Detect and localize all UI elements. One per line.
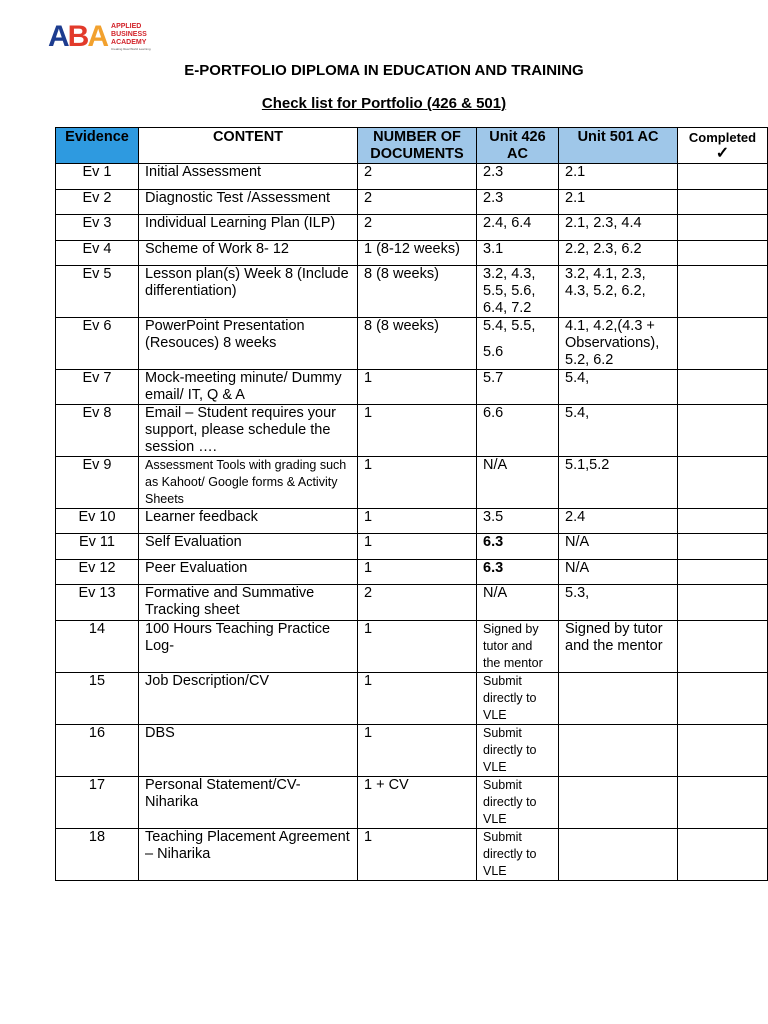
- cell-number-of-documents: 1: [358, 457, 477, 509]
- cell-number-of-documents: 1 (8-12 weeks): [358, 241, 477, 266]
- cell-completed: [678, 725, 768, 777]
- cell-content: Email – Student requires your support, please schedule the session ….: [139, 405, 358, 457]
- cell-content: Peer Evaluation: [139, 560, 358, 585]
- cell-completed: [678, 457, 768, 509]
- logo-wordmark: [111, 23, 150, 51]
- logo-tagline: Creating Real World Learning: [111, 47, 151, 51]
- cell-content: Individual Learning Plan (ILP): [139, 215, 358, 241]
- cell-evidence: Ev 13: [56, 585, 139, 621]
- cell-unit-501: 3.2, 4.1, 2.3, 4.3, 5.2, 6.2,: [559, 266, 678, 318]
- cell-completed: [678, 164, 768, 190]
- cell-evidence: Ev 4: [56, 241, 139, 266]
- cell-unit-426: 6.6: [477, 405, 559, 457]
- cell-number-of-documents: 2: [358, 215, 477, 241]
- document-subtitle: Check list for Portfolio (426 & 501): [261, 95, 507, 112]
- cell-unit-426: Submit directly to VLE: [477, 777, 559, 829]
- cell-evidence: Ev 8: [56, 405, 139, 457]
- cell-unit-501: 2.1, 2.3, 4.4: [559, 215, 678, 241]
- cell-unit-426: Submit directly to VLE: [477, 829, 559, 881]
- cell-unit-426: 6.3: [477, 560, 559, 585]
- cell-number-of-documents: 1 + CV: [358, 777, 477, 829]
- cell-completed: [678, 215, 768, 241]
- cell-unit-426: 3.1: [477, 241, 559, 266]
- cell-unit-426: 3.2, 4.3, 5.5, 5.6, 6.4, 7.2: [477, 266, 559, 318]
- table-row: [56, 164, 768, 190]
- cell-completed: [678, 560, 768, 585]
- cell-content: Personal Statement/CV- Niharika: [139, 777, 358, 829]
- cell-unit-501: [559, 777, 678, 829]
- cell-completed: [678, 405, 768, 457]
- table-row: [56, 405, 768, 457]
- cell-completed: [678, 190, 768, 215]
- logo-mark: [48, 22, 107, 52]
- cell-completed: [678, 829, 768, 881]
- table-row: [56, 725, 768, 777]
- cell-evidence: 15: [56, 673, 139, 725]
- table-row: [56, 241, 768, 266]
- checkmark-icon: ✓: [715, 145, 730, 162]
- table-row: [56, 534, 768, 560]
- logo: [48, 20, 150, 54]
- cell-unit-426: 2.3: [477, 190, 559, 215]
- cell-unit-426-line: 5.6: [483, 344, 504, 360]
- cell-evidence: 16: [56, 725, 139, 777]
- table-row: [56, 673, 768, 725]
- cell-unit-426: 2.4, 6.4: [477, 215, 559, 241]
- cell-unit-426: 3.5: [477, 509, 559, 534]
- cell-unit-501: [559, 725, 678, 777]
- cell-evidence: Ev 5: [56, 266, 139, 318]
- cell-completed: [678, 318, 768, 370]
- cell-unit-501: 2.1: [559, 190, 678, 215]
- cell-evidence: Ev 1: [56, 164, 139, 190]
- cell-unit-501: 5.1,5.2: [559, 457, 678, 509]
- cell-number-of-documents: 2: [358, 190, 477, 215]
- cell-content: Learner feedback: [139, 509, 358, 534]
- table-row: [56, 585, 768, 621]
- cell-unit-426: Submit directly to VLE: [477, 725, 559, 777]
- cell-unit-501: N/A: [559, 560, 678, 585]
- cell-content: Teaching Placement Agreement – Niharika: [139, 829, 358, 881]
- cell-unit-426: Submit directly to VLE: [477, 673, 559, 725]
- cell-content: 100 Hours Teaching Practice Log-: [139, 621, 358, 673]
- portfolio-checklist-table: [55, 127, 768, 881]
- cell-number-of-documents: 1: [358, 509, 477, 534]
- cell-unit-426: N/A: [477, 585, 559, 621]
- cell-evidence: Ev 7: [56, 370, 139, 405]
- cell-completed: [678, 777, 768, 829]
- header-unit-426: Unit 426 AC: [477, 128, 559, 164]
- header-completed: [678, 128, 768, 164]
- cell-completed: [678, 585, 768, 621]
- cell-unit-501: [559, 673, 678, 725]
- cell-number-of-documents: 1: [358, 621, 477, 673]
- cell-evidence: Ev 3: [56, 215, 139, 241]
- cell-completed: [678, 370, 768, 405]
- table-row: [56, 457, 768, 509]
- cell-content: Mock-meeting minute/ Dummy email/ IT, Q & A: [139, 370, 358, 405]
- cell-unit-501: 4.1, 4.2,(4.3 + Observations), 5.2, 6.2: [559, 318, 678, 370]
- cell-unit-501: N/A: [559, 534, 678, 560]
- cell-number-of-documents: 8 (8 weeks): [358, 318, 477, 370]
- table-row: [56, 829, 768, 881]
- cell-unit-501: [559, 829, 678, 881]
- cell-evidence: Ev 2: [56, 190, 139, 215]
- cell-content: Lesson plan(s) Week 8 (Include differentiation): [139, 266, 358, 318]
- cell-number-of-documents: 1: [358, 370, 477, 405]
- cell-number-of-documents: 1: [358, 560, 477, 585]
- cell-unit-426: [477, 318, 559, 370]
- cell-evidence: Ev 12: [56, 560, 139, 585]
- table-row: [56, 621, 768, 673]
- cell-unit-426-line: 5.4, 5.5,: [483, 318, 536, 334]
- table-row: [56, 509, 768, 534]
- table-header-row: [56, 128, 768, 164]
- cell-unit-426: 6.3: [477, 534, 559, 560]
- cell-evidence: 17: [56, 777, 139, 829]
- cell-number-of-documents: 1: [358, 829, 477, 881]
- table-row: [56, 370, 768, 405]
- table-row: [56, 777, 768, 829]
- logo-letter: B: [67, 20, 88, 53]
- cell-unit-501: 2.1: [559, 164, 678, 190]
- header-evidence: Evidence: [56, 128, 139, 164]
- cell-unit-501: 5.4,: [559, 370, 678, 405]
- cell-completed: [678, 621, 768, 673]
- cell-content: Job Description/CV: [139, 673, 358, 725]
- cell-number-of-documents: 1: [358, 405, 477, 457]
- cell-content: Diagnostic Test /Assessment: [139, 190, 358, 215]
- cell-evidence: Ev 11: [56, 534, 139, 560]
- cell-number-of-documents: 1: [358, 534, 477, 560]
- table-row: [56, 560, 768, 585]
- header-completed-label: Completed: [688, 130, 757, 145]
- cell-unit-501: 2.4: [559, 509, 678, 534]
- cell-unit-501: Signed by tutor and the mentor: [559, 621, 678, 673]
- cell-evidence: Ev 10: [56, 509, 139, 534]
- cell-content: Assessment Tools with grading such as Kahoot/ Google forms & Activity Sheets: [139, 457, 358, 509]
- cell-content: Formative and Summative Tracking sheet: [139, 585, 358, 621]
- cell-unit-501: 5.3,: [559, 585, 678, 621]
- table-row: [56, 190, 768, 215]
- cell-unit-426: Signed by tutor and the mentor: [477, 621, 559, 673]
- table-row: [56, 215, 768, 241]
- cell-evidence: Ev 6: [56, 318, 139, 370]
- header-content: CONTENT: [139, 128, 358, 164]
- cell-completed: [678, 509, 768, 534]
- cell-content: PowerPoint Presentation (Resouces) 8 weeks: [139, 318, 358, 370]
- cell-number-of-documents: 2: [358, 585, 477, 621]
- cell-number-of-documents: 1: [358, 725, 477, 777]
- cell-completed: [678, 266, 768, 318]
- cell-unit-426: 5.7: [477, 370, 559, 405]
- document-title: E-PORTFOLIO DIPLOMA IN EDUCATION AND TRAINING: [184, 62, 584, 79]
- cell-unit-426: 2.3: [477, 164, 559, 190]
- cell-completed: [678, 241, 768, 266]
- cell-number-of-documents: 1: [358, 673, 477, 725]
- cell-number-of-documents: 2: [358, 164, 477, 190]
- cell-content: Initial Assessment: [139, 164, 358, 190]
- cell-content: DBS: [139, 725, 358, 777]
- header-unit-501: Unit 501 AC: [559, 128, 678, 164]
- table-row: [56, 318, 768, 370]
- header-number-of-documents: NUMBER OF DOCUMENTS: [358, 128, 477, 164]
- cell-unit-501: 5.4,: [559, 405, 678, 457]
- cell-evidence: 18: [56, 829, 139, 881]
- cell-content: Self Evaluation: [139, 534, 358, 560]
- cell-completed: [678, 673, 768, 725]
- cell-completed: [678, 534, 768, 560]
- logo-letter: A: [87, 20, 108, 53]
- logo-line: APPLIED: [111, 23, 142, 30]
- cell-evidence: 14: [56, 621, 139, 673]
- cell-content: Scheme of Work 8- 12: [139, 241, 358, 266]
- cell-evidence: Ev 9: [56, 457, 139, 509]
- logo-letter: A: [48, 20, 68, 53]
- cell-unit-501: 2.2, 2.3, 6.2: [559, 241, 678, 266]
- logo-line: ACADEMY: [111, 39, 147, 46]
- cell-unit-426: N/A: [477, 457, 559, 509]
- table-row: [56, 266, 768, 318]
- cell-number-of-documents: 8 (8 weeks): [358, 266, 477, 318]
- logo-line: BUSINESS: [111, 31, 147, 38]
